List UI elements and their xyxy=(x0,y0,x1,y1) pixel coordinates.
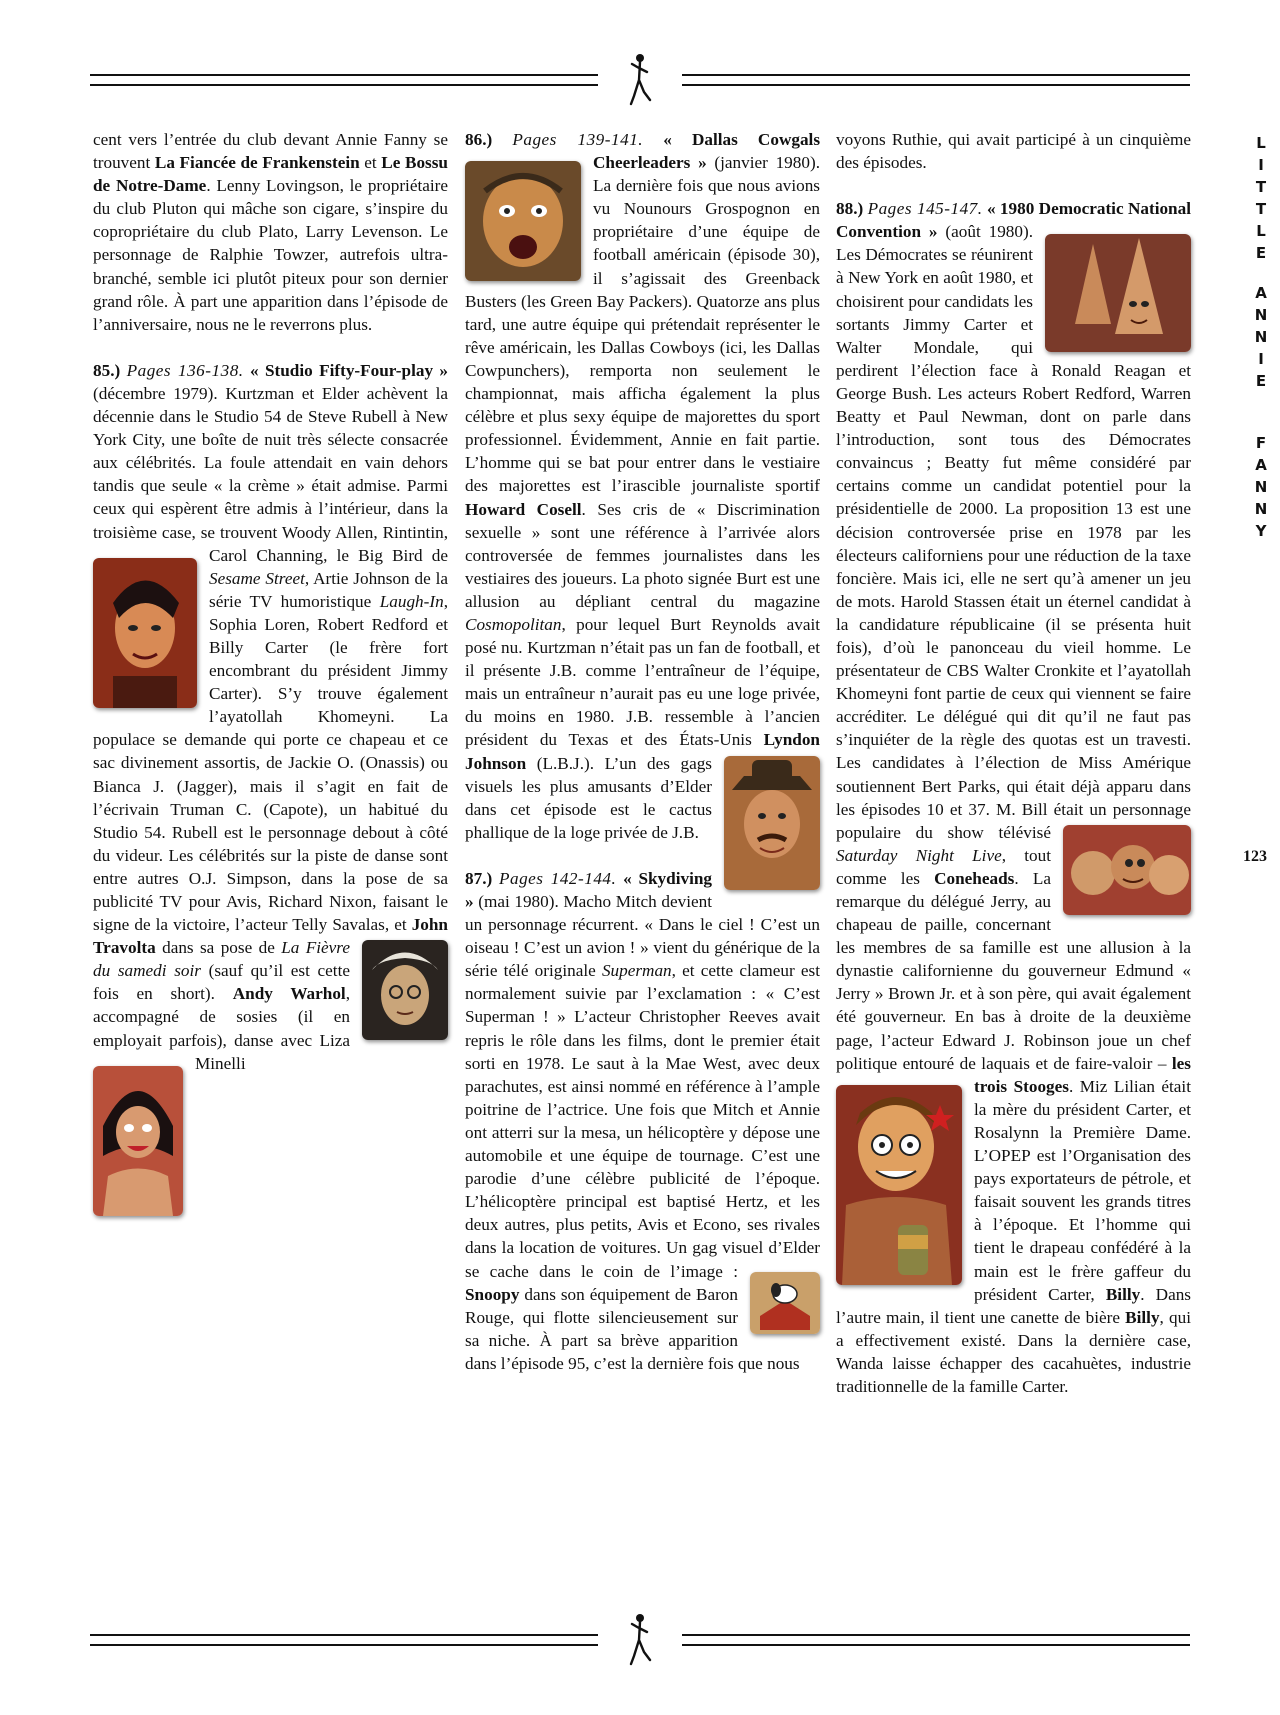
col1-paragraph-1: cent vers l’entrée du club devant Annie Fanny se trouvent La Fiancée de Frankenstein et Le Bossu de Notre-Dame. Lenny Lovingson, le propriétaire du club Pluton qui mâche son cigare, s’inspire du copropriétaire du club Plato, Larry Levenson. Le personnage de Ralphie Towzer, autrefois ultra-branché, semble ici plutôt piteux pour son dernier grand rôle. À part une apparition dans l’épisode de l’anniversaire, nous ne le reverrons plus. xyxy=(93,130,448,334)
side-letter: T xyxy=(1255,178,1267,196)
dancing-figure-icon xyxy=(626,1612,654,1668)
side-letter: I xyxy=(1258,156,1264,174)
side-letter: N xyxy=(1254,306,1268,324)
illustration-liza-minelli xyxy=(93,1066,183,1216)
column-1 xyxy=(93,128,448,1222)
side-letter: F xyxy=(1255,434,1267,452)
entry-number: 88.) xyxy=(836,199,864,219)
col3-paragraph-1: voyons Ruthie, qui avait participé à un cinquième des épisodes. xyxy=(836,130,1191,173)
column-3 xyxy=(836,128,1191,1398)
top-rule xyxy=(90,70,1190,92)
illustration-lyndon-johnson xyxy=(724,756,820,890)
illustration-andy-warhol xyxy=(362,940,448,1040)
entry-title: « Dallas Cowgals Cheerleaders » xyxy=(593,130,821,173)
entry-pages: Pages 136-138. xyxy=(126,360,244,380)
entry-86: 86.) Pages 139-141. « Dallas Cowgals Cheerleaders » (janvier 1980). La dernière fois que nous avions vu Nounours Grospognon en propriétaire d’une équipe de football américain (épisode 30), il s’agissait des Greenback Busters (les Green Bay Packers). Quatorze ans plus tard, une autre équipe qui prétendait représenter le rêve américain, les Dallas Cowboys (ici, les Dallas Cowpunchers), remporta non seulement le championnat, mais afficha également la plus célèbre et plus sexy équipe de majorettes du sport professionnel. Évidemment, Annie en fait partie. L’homme qui se bat pour entrer dans le vestiaire des majorettes est l’irascible journaliste sportif Howard Cosell. Ses cris de « Discrimination sexuelle » sont une référence à l’arrivée alors controversée de femmes journalistes dans les vestiaires des joueurs. La photo signée Burt est une allusion au dépliant central du magazine Cosmopolitan, pour lequel Burt Reynolds avait posé nu. Kurtzman n’était pas un fan de football, et il présente J.B. comme l’entraîneur de l’équipe, mais un entraîneur n’aurait pas eu une loge privée, du moins en 1980. J.B. ressemble à l’ancien président du Texas et des États-Unis Lyndon Johnson (L.B.J.). L’un des gags visuels les plus amusants d’Elder dans cet épisode est le cactus phallique de la loge privée de J.B. xyxy=(465,128,820,844)
column-2 xyxy=(465,128,820,1375)
side-letter: E xyxy=(1255,372,1267,390)
side-letter: L xyxy=(1256,134,1266,152)
entry-88: 88.) Pages 145-147. « 1980 Democratic National Convention » (août 1980). Les Démocrates se réunirent à New York en août 1980, et choisirent pour candidats les sortants Jimmy Carter et Walter Mondale, qui perdirent l’élection face à Ronald Reagan et George Bush. Les acteurs Robert Redford, Warren Beatty et Paul Newman, dont on parle dans l’introduction, sont tous des Démocrates convaincus ; Beatty fut même considéré par certains comme un candidat potentiel pour la présidentielle de 2000. La proposition 13 est une décision controversée prise en 1978 par les électeurs californiens pour une réduction de la taxe foncière. Mais ici, elle ne sert qu’à amener un jeu de mots. Harold Stassen était un éternel candidat à la candidature républicaine (il se présenta huit fois), d’où le panonceau du vieil homme. Le présentateur de CBS Walter Cronkite et l’ayatollah Khomeyni font partie de ceux qui viennent se faire accréditer. Le délégué qui dit qu’il ne faut pas s’inquiéter de la règle des quotas est un travesti. Les candidates à l’élection de Miss Amérique soutiennent Bert Parks, qui était déjà apparu dans les épisodes 10 et 37. M. Bill était un personnage populaire du show télévisé Saturday Night Live, tout comme les Coneheads. La remarque du délégué Jerry, au chapeau de paille, concernant les membres de sa famille est une allusion à la dynastie californienne du gouverneur Edmund « Jerry » Brown Jr. et à son père, qui avait également été gouverneur. En bas à droite de la deuxième page, l’acteur Edward J. Robinson joue un chef politique entouré de laquais et de faire-valoir – les trois Stooges. Miz Lilian était la mère du président Carter, et Rosalynn la Première Dame. L’OPEP est l’Organisation des pays exportateurs de pétrole, et faisait souvent les grands titres à l’époque. Et l’homme qui tient le drapeau confédéré à la main est le frère gaffeur du président Carter, Billy. Dans l’autre main, il tient une canette de bière Billy, qui a effectivement existé. Dans la dernière case, Wanda laisse échapper des cacahuètes, industrie traditionnelle de la famille Carter. xyxy=(836,199,1191,1396)
entry-pages: Pages 139-141. xyxy=(512,130,644,149)
side-letter: A xyxy=(1255,284,1267,302)
entry-number: 85.) xyxy=(93,360,121,380)
entry-87: 87.) Pages 142-144. « Skydiving » (mai 1980). Macho Mitch devient un personnage récurrent. « Dans le ciel ! C’est un oiseau ! C’est un avion ! » vient du générique de la série télé originale Superman, et cette clameur est normalement suivie par l’exclamation : « C’est Superman ! » L’acteur Christopher Reeves avait repris le rôle dans les films, dont le premier était sorti en 1978. Le saut à la Mae West, avec deux parachutes, est ainsi nommé en référence à l’ample poitrine de l’actrice. Une fois que Mitch et Annie ont atterri sur la mesa, un hélicoptère y dépose une automobile et une équipe de tournage. C’est une parodie d’une célèbre publicité de l’époque. L’hélicoptère principal est baptisé Hertz, et les deux autres, plus petits, Avis et Econo, ses rivales dans la location de voitures. Un gag visuel d’Elder se cache dans le coin de l’image : Snoopy dans son équipement de Baron Rouge, qui flotte silencieusement sur sa niche. À part sa brève apparition dans l’épisode 95, c’est la dernière fois que nous xyxy=(465,868,821,1373)
dancing-figure-icon xyxy=(626,52,654,108)
entry-number: 86.) xyxy=(465,130,493,149)
illustration-snoopy xyxy=(750,1272,820,1334)
bottom-rule xyxy=(90,1630,1190,1652)
side-title-little-annie-fanny xyxy=(1254,132,1268,542)
entry-number: 87.) xyxy=(465,868,493,888)
side-letter: I xyxy=(1258,350,1264,368)
entry-pages: Pages 142-144. xyxy=(498,868,617,888)
side-letter: A xyxy=(1255,456,1267,474)
page-number: 123 xyxy=(1243,848,1267,865)
side-letter: N xyxy=(1254,328,1268,346)
side-letter: E xyxy=(1255,244,1267,262)
entry-pages: Pages 145-147. xyxy=(867,199,983,219)
illustration-disco-dancer xyxy=(93,558,197,708)
side-letter: N xyxy=(1254,478,1268,496)
illustration-howard-cosell xyxy=(465,161,581,281)
entry-85: 85.) Pages 136-138. « Studio Fifty-Four-play » (décembre 1979). Kurtzman et Elder achèvent la décennie dans le Studio 54 de Steve Rubell à New York City, une boîte de nuit très sélecte consacrée aux célébrités. La foule attendait en vain dehors tandis que seule « la crème » était admise. Parmi ceux qui espèrent être admis à l’intérieur, dans la troisième case, se trouvent Woody Allen, Rintintin, Carol Channing, le Big Bird de Sesame Street, Artie Johnson de la série TV humoristique Laugh-In, Sophia Loren, Robert Redford et Billy Carter (le frère fort encombrant du président Jimmy Carter). S’y trouve également l’ayatollah Khomeyni. La populace se demande qui porte ce chapeau et ce sac divinement assortis, de Jackie O. (Onassis) ou Bianca J. (Jagger), mais il s’agit en fait de l’écrivain Truman C. (Capote), un habitué du Studio 54. Rubell est le personnage debout à côté du videur. Les célébrités sur la piste de danse sont entre autres O.J. Simpson, dans la pose de sa publicité TV pour Avis, Richard Nixon, faisant le signe de la victoire, l’acteur Telly Savalas, et John Travolta dans sa pose de La Fièvre du samedi soir (sauf qu’il est cette fois en short). Andy Warhol, accompagné de sosies (il en employait parfois), danse avec Liza Minelli xyxy=(93,359,448,1075)
illustration-delegates xyxy=(1063,825,1191,915)
side-letter: T xyxy=(1255,200,1267,218)
entry-title: « Studio Fifty-Four-play » xyxy=(249,360,449,380)
illustration-coneheads xyxy=(1045,234,1191,352)
illustration-billy-carter xyxy=(836,1085,962,1285)
entry-title: « Skydiving » xyxy=(465,868,713,911)
entry-title: « 1980 Democratic National Convention » xyxy=(836,199,1191,242)
side-letter: N xyxy=(1254,500,1268,518)
side-letter: L xyxy=(1256,222,1266,240)
side-letter: Y xyxy=(1255,522,1267,540)
